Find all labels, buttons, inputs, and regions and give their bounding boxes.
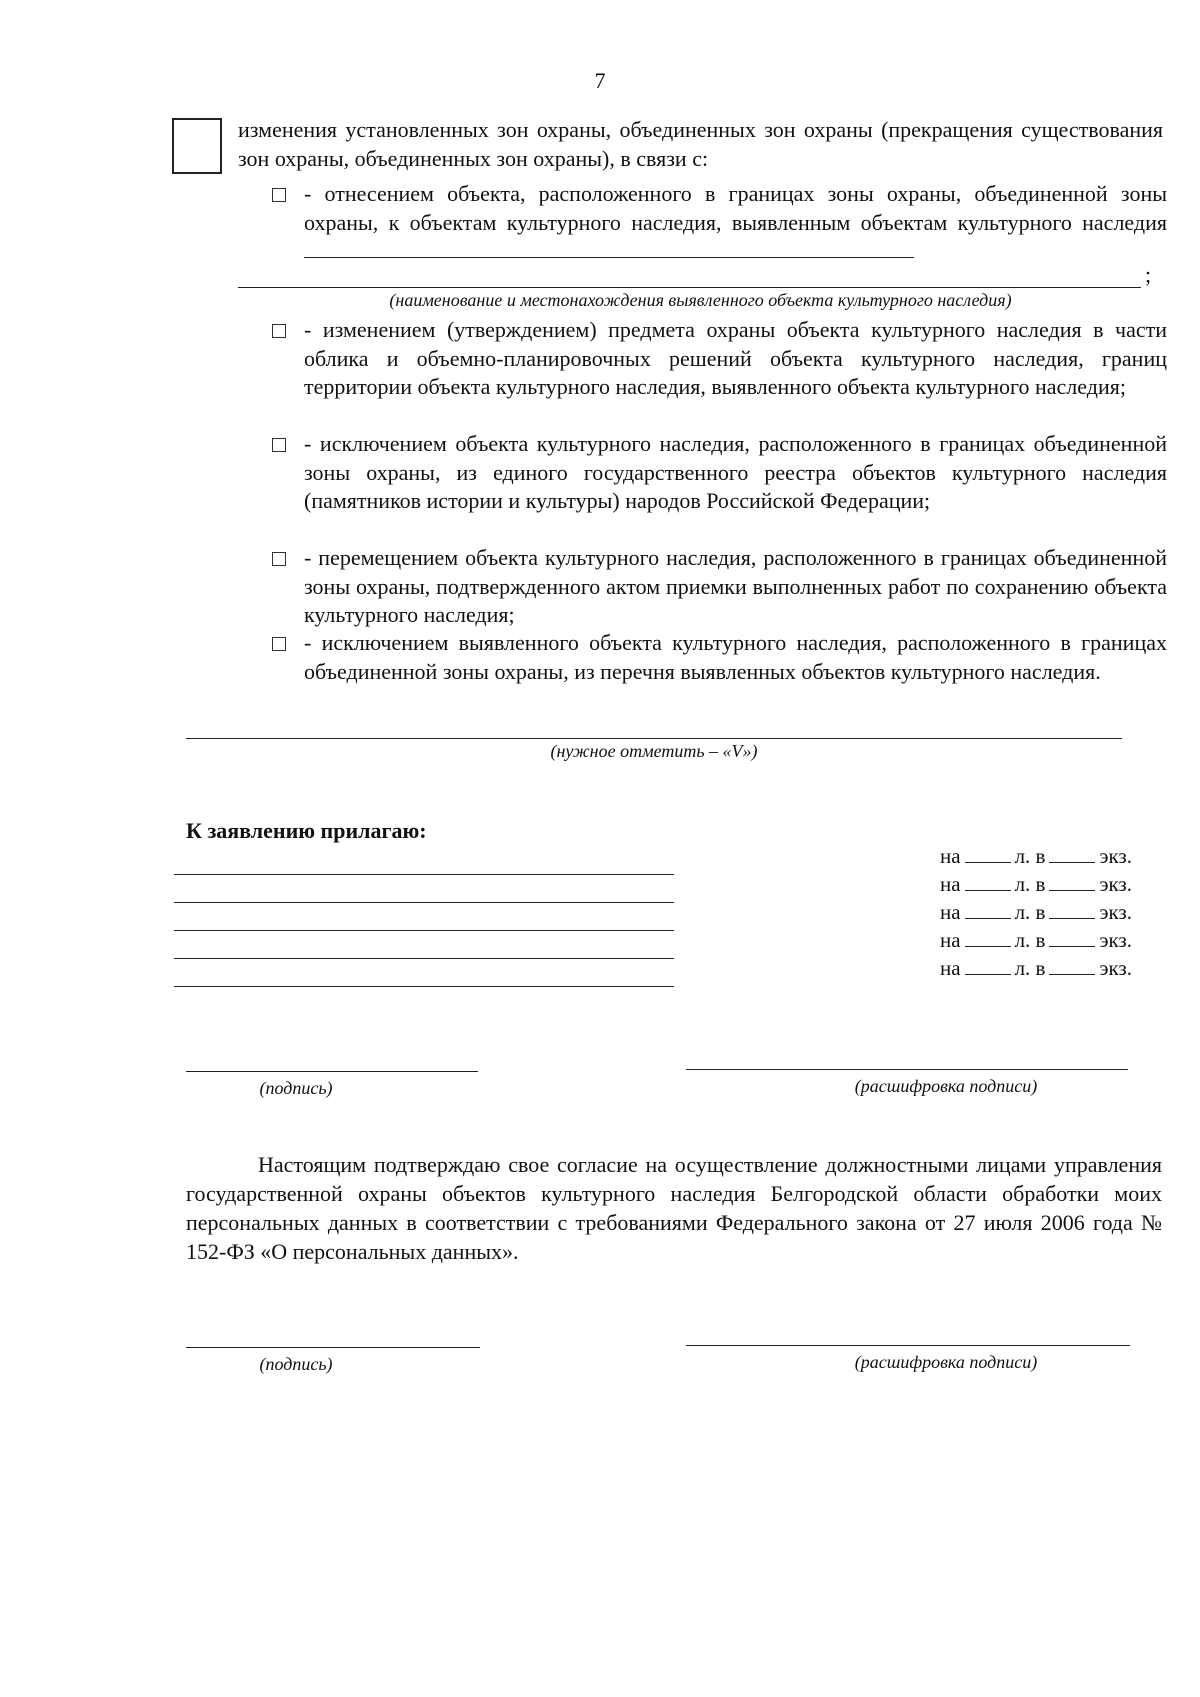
- sheets-field[interactable]: [965, 958, 1011, 975]
- page-number: 7: [594, 68, 606, 93]
- option-3: [272, 430, 1167, 516]
- copy-row: на л. в экз.: [940, 872, 1132, 896]
- attachment-line[interactable]: [174, 874, 674, 875]
- copy-row: на л. в экз.: [940, 844, 1132, 868]
- copies-field[interactable]: [1049, 958, 1095, 975]
- object-caption: (наименование и местонахождения выявленного объекта культурного наследия): [389, 290, 1012, 310]
- option-4-text: - перемещением объекта культурного наследия, расположенного в границах объединенной зоны охраны, подтвержденного актом приемки выполненных работ по сохранению объекта культурного наследия;: [304, 545, 1167, 627]
- copy-row: на л. в экз.: [940, 956, 1132, 980]
- sheets-field[interactable]: [965, 930, 1011, 947]
- option-1-text: - отнесением объекта, расположенного в границах зоны охраны, объединенной зоны охраны, к объектам культурного наследия, выявленным объектам культурного наследия: [304, 181, 1167, 235]
- option-2-text: - изменением (утверждением) предмета охраны объекта культурного наследия в части облика и объемно-планировочных решений объекта культурного наследия, границ территории объекта культурного наследия, выявленного объекта культурного наследия;: [304, 317, 1167, 399]
- object-name-line[interactable]: [238, 287, 1141, 288]
- option-checkbox[interactable]: [272, 637, 286, 651]
- options-divider: [186, 738, 1122, 739]
- copy-row: на л. в экз.: [940, 900, 1132, 924]
- signature-line[interactable]: [186, 1071, 478, 1072]
- sheets-field[interactable]: [965, 846, 1011, 863]
- consent-text: Настоящим подтверждаю свое согласие на осуществление должностными лицами управления государственной охраны объектов культурного наследия Белгородской области обработки моих персональных данных в соответствии с требованиями Федерального закона от 27 июля 2006 года № 152-ФЗ «О персональных данных».: [186, 1152, 1162, 1264]
- option-checkbox[interactable]: [272, 552, 286, 566]
- option-5-text: - исключением выявленного объекта культурного наследия, расположенного в границах объединенной зоны охраны, из перечня выявленных объектов культурного наследия.: [304, 630, 1167, 684]
- attachments-heading: К заявлению прилагаю:: [186, 818, 427, 843]
- option-checkbox[interactable]: [272, 324, 286, 338]
- sheets-field[interactable]: [965, 874, 1011, 891]
- option-3-text: - исключением объекта культурного наследия, расположенного в границах объединенной зоны охраны, из единого государственного реестра объектов культурного наследия (памятников истории и культуры) народов Российской Федерации;: [304, 431, 1167, 513]
- option-2: [272, 316, 1167, 402]
- attachment-line[interactable]: [174, 958, 674, 959]
- copies-field[interactable]: [1049, 846, 1095, 863]
- attachment-line[interactable]: [174, 986, 674, 987]
- sheets-field[interactable]: [965, 902, 1011, 919]
- attachment-line[interactable]: [174, 902, 674, 903]
- signature-line[interactable]: [186, 1347, 480, 1348]
- signature-caption: (подпись): [259, 1354, 333, 1374]
- mark-caption: (нужное отметить – «V»): [550, 741, 758, 761]
- option-checkbox[interactable]: [272, 188, 286, 202]
- signature-decoding-line[interactable]: [686, 1069, 1128, 1070]
- signature-decoding-caption: (расшифровка подписи): [854, 1076, 1038, 1096]
- object-name-field[interactable]: [304, 257, 914, 258]
- intro-text: изменения установленных зон охраны, объединенных зон охраны (прекращения существования зон охраны, объединенных зон охраны), в связи с:: [238, 117, 1163, 171]
- option-5: [272, 629, 1167, 686]
- option-4: [272, 544, 1167, 630]
- copies-field[interactable]: [1049, 930, 1095, 947]
- copies-field[interactable]: [1049, 874, 1095, 891]
- signature-decoding-line[interactable]: [686, 1345, 1130, 1346]
- option-1: [272, 180, 1167, 266]
- signature-caption: (подпись): [259, 1078, 333, 1098]
- copies-field[interactable]: [1049, 902, 1095, 919]
- semicolon: ;: [1145, 262, 1152, 287]
- option-checkbox[interactable]: [272, 438, 286, 452]
- copies-list: [940, 842, 1132, 982]
- copy-row: на л. в экз.: [940, 928, 1132, 952]
- attachment-line[interactable]: [174, 930, 674, 931]
- signature-decoding-caption: (расшифровка подписи): [854, 1352, 1038, 1372]
- main-checkbox[interactable]: [172, 118, 222, 174]
